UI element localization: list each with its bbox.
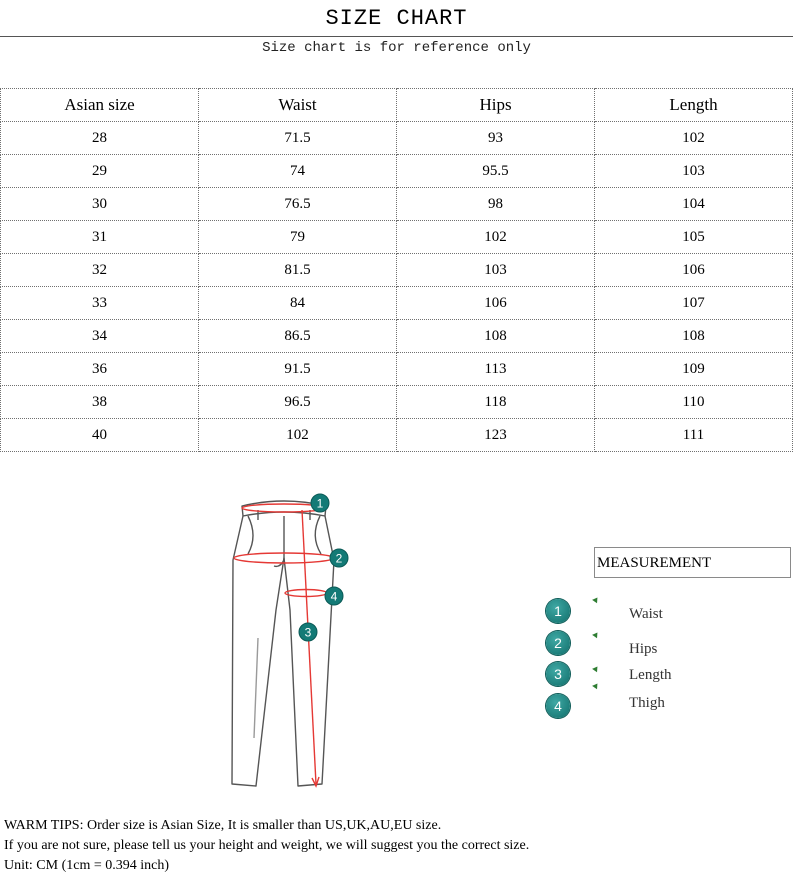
hips-cell: 108 bbox=[397, 320, 595, 353]
size-cell: 36 bbox=[1, 353, 199, 386]
check-mark-icon bbox=[592, 682, 600, 690]
waist-cell: 81.5 bbox=[199, 254, 397, 287]
size-cell: 31 bbox=[1, 221, 199, 254]
tips-line-1: WARM TIPS: Order size is Asian Size, It is smaller than US,UK,AU,EU size. bbox=[4, 818, 442, 833]
legend-label-waist: Waist bbox=[629, 606, 663, 622]
tips-line-3: Unit: CM (1cm = 0.394 inch) bbox=[4, 858, 169, 873]
measurement-heading: MEASUREMENT bbox=[594, 547, 791, 578]
column-header-length: Length bbox=[595, 89, 793, 122]
diagram-marker-thigh bbox=[325, 587, 343, 605]
table-row bbox=[1, 320, 793, 353]
hips-cell: 95.5 bbox=[397, 155, 595, 188]
page-subtitle: Size chart is for reference only bbox=[262, 40, 531, 56]
legend-label-hips: Hips bbox=[629, 641, 658, 657]
length-cell: 107 bbox=[595, 287, 793, 320]
length-cell: 111 bbox=[595, 419, 793, 452]
pants-outline bbox=[232, 501, 334, 786]
waist-cell: 76.5 bbox=[199, 188, 397, 221]
length-cell: 102 bbox=[595, 122, 793, 155]
diagram-marker-waist bbox=[311, 494, 329, 512]
check-mark-icon bbox=[592, 596, 600, 604]
table-row bbox=[1, 419, 793, 452]
pants-diagram bbox=[218, 488, 358, 792]
length-cell: 106 bbox=[595, 254, 793, 287]
length-cell: 110 bbox=[595, 386, 793, 419]
waist-cell: 102 bbox=[199, 419, 397, 452]
length-cell: 104 bbox=[595, 188, 793, 221]
hips-cell: 118 bbox=[397, 386, 595, 419]
waist-cell: 74 bbox=[199, 155, 397, 188]
table-row bbox=[1, 254, 793, 287]
waist-cell: 79 bbox=[199, 221, 397, 254]
legend-label-length: Length bbox=[629, 667, 672, 683]
diagram-marker-label: 4 bbox=[330, 589, 338, 604]
page-title: SIZE CHART bbox=[325, 6, 468, 31]
hips-cell: 123 bbox=[397, 419, 595, 452]
table-row bbox=[1, 221, 793, 254]
size-cell: 29 bbox=[1, 155, 199, 188]
table-header-row bbox=[1, 89, 793, 122]
legend-marker-thigh: 4 bbox=[546, 694, 570, 718]
waist-cell: 91.5 bbox=[199, 353, 397, 386]
hips-cell: 102 bbox=[397, 221, 595, 254]
waist-cell: 86.5 bbox=[199, 320, 397, 353]
legend-marker-length: 3 bbox=[546, 662, 570, 686]
legend-label-thigh: Thigh bbox=[629, 695, 665, 711]
size-cell: 30 bbox=[1, 188, 199, 221]
table-row bbox=[1, 122, 793, 155]
waist-cell: 96.5 bbox=[199, 386, 397, 419]
tips-line-2: If you are not sure, please tell us your height and weight, we will suggest you the correct size. bbox=[4, 838, 530, 853]
waist-cell: 71.5 bbox=[199, 122, 397, 155]
check-mark-icon bbox=[592, 631, 600, 639]
diagram-marker-label: 3 bbox=[304, 625, 312, 640]
legend-marker-hips: 2 bbox=[546, 631, 570, 655]
size-cell: 40 bbox=[1, 419, 199, 452]
diagram-marker-label: 2 bbox=[335, 551, 343, 566]
hips-cell: 93 bbox=[397, 122, 595, 155]
table-row bbox=[1, 386, 793, 419]
size-cell: 34 bbox=[1, 320, 199, 353]
table-row bbox=[1, 188, 793, 221]
legend-marker-waist: 1 bbox=[546, 599, 570, 623]
size-table bbox=[0, 88, 793, 452]
length-cell: 109 bbox=[595, 353, 793, 386]
diagram-marker-length bbox=[299, 623, 317, 641]
size-cell: 38 bbox=[1, 386, 199, 419]
hips-cell: 103 bbox=[397, 254, 595, 287]
table-row bbox=[1, 353, 793, 386]
hips-cell: 106 bbox=[397, 287, 595, 320]
diagram-marker-hips bbox=[330, 549, 348, 567]
length-cell: 105 bbox=[595, 221, 793, 254]
size-cell: 33 bbox=[1, 287, 199, 320]
diagram-marker-label: 1 bbox=[316, 496, 324, 511]
size-cell: 32 bbox=[1, 254, 199, 287]
hips-cell: 113 bbox=[397, 353, 595, 386]
table-row bbox=[1, 287, 793, 320]
column-header-asian-size: Asian size bbox=[1, 89, 199, 122]
check-mark-icon bbox=[592, 665, 600, 673]
title-divider bbox=[0, 36, 793, 37]
table-row bbox=[1, 155, 793, 188]
length-cell: 108 bbox=[595, 320, 793, 353]
size-cell: 28 bbox=[1, 122, 199, 155]
waist-cell: 84 bbox=[199, 287, 397, 320]
table-body bbox=[1, 122, 793, 452]
length-cell: 103 bbox=[595, 155, 793, 188]
column-header-hips: Hips bbox=[397, 89, 595, 122]
column-header-waist: Waist bbox=[199, 89, 397, 122]
hips-cell: 98 bbox=[397, 188, 595, 221]
warm-tips bbox=[4, 816, 793, 876]
